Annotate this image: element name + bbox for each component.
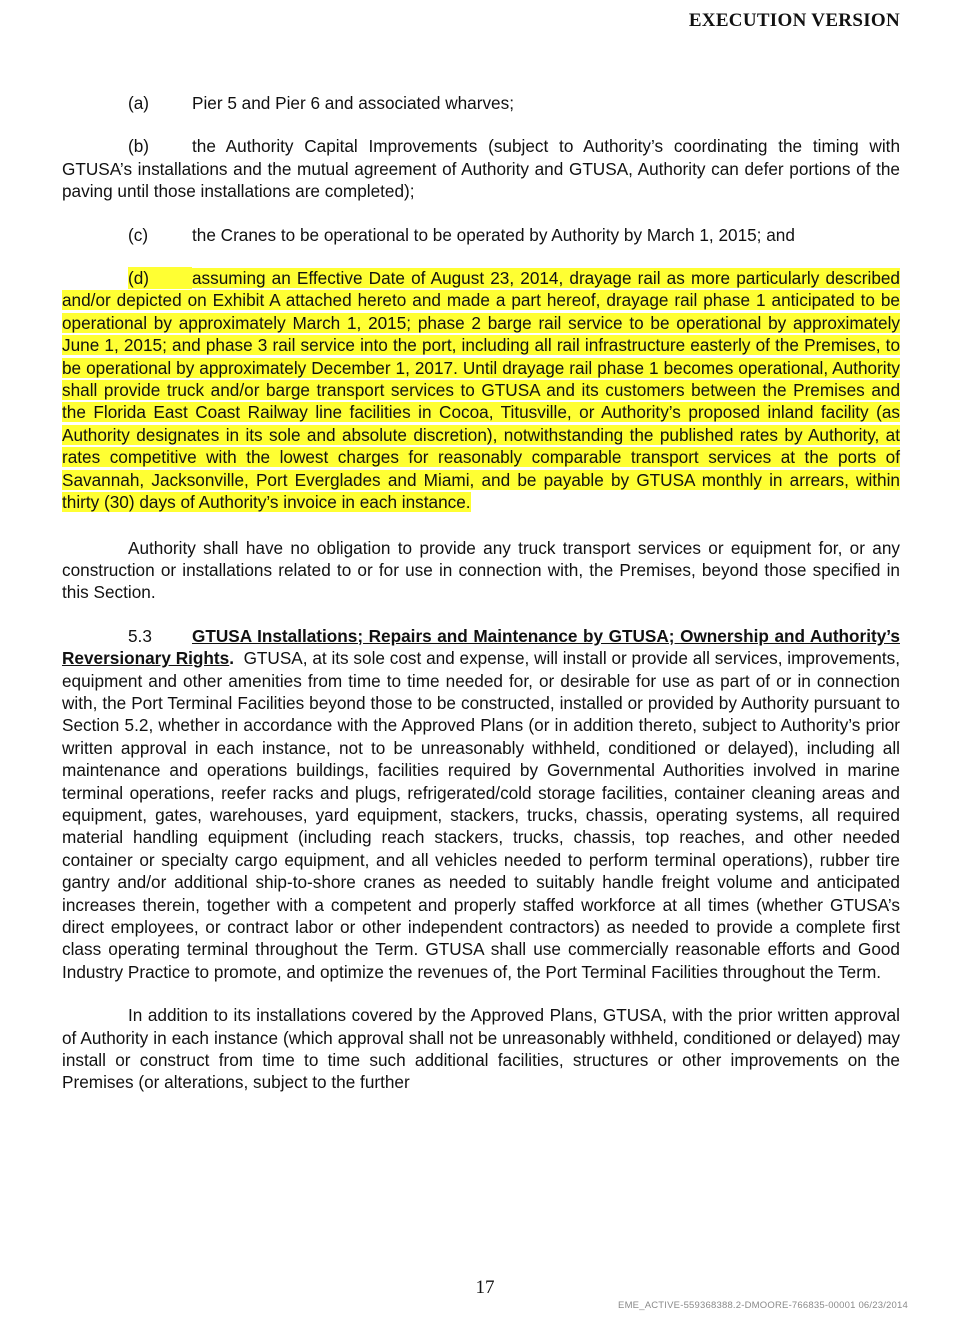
list-item-a [62, 92, 900, 114]
list-text-c: the Cranes to be operational to be operated by Authority by March 1, 2015; and [192, 224, 795, 245]
list-label-b: (b) [128, 136, 150, 157]
list-text-a: Pier 5 and Pier 6 and associated wharves; [192, 93, 514, 113]
list-item-d [62, 267, 900, 513]
authority-obligation-paragraph: Authority shall have no obligation to provide any truck transport services or equipment for, or any construction or installations related to or for use in connection with, the Premises, beyond those specified in this Section. [62, 537, 900, 603]
list-label-c: (c) [128, 224, 149, 245]
section-title: GTUSA Installations; Repairs and Maintenance by GTUSA; Ownership and Authority’s Reversionary Rights [62, 625, 900, 669]
document-body [62, 92, 900, 1094]
list-item-b [62, 135, 900, 202]
section-5-3 [62, 625, 900, 984]
document-footer-id: EME_ACTIVE-559368388.2-DMOORE-766835-00001 06/23/2014 [618, 1300, 908, 1311]
list-label-d: (d) [128, 267, 192, 289]
page-number: 17 [475, 1277, 495, 1298]
list-text-d-highlighted: assuming an Effective Date of August 23, 2014, drayage rail as more particularly described and/or depicted on Exhibit A attached hereto and made a part hereof, drayage rail phase 1 anticipated to be operational by approximately March 1, 2015; phase 2 barge rail service to be operational by approximately June 1, 2015; and phase 3 rail service into the port, including all rail infrastructure easterly of the Premises, to be operational by approximately December 1, 2017. Until drayage rail phase 1 becomes operational, Authority shall provide truck and/or barge transport services to GTUSA and its customers between the Premises and the Florida East Coast Railway line facilities in Cocoa, Titusville, or Authority’s proposed inland facility (as Authority designates in its sole and absolute discretion), notwithstanding the published rates by Authority, at rates competitive with the lowest charges for reasonably comparable transport services at the ports of Savannah, Jacksonville, Port Everglades and Miami, and be payable by GTUSA monthly in arrears, within thirty (30) days of Authority’s invoice in each instance. [62, 268, 900, 513]
execution-version-header: EXECUTION VERSION [688, 10, 900, 31]
section-body: GTUSA, at its sole cost and expense, will install or provide all services, improvements, equipment and other amenities from time to time needed for, or desirable for use as part of or in connection with, the Port Terminal Facilities beyond those to be constructed, installed or provided by Authority pursuant to Section 5.2, whether in accordance with the Approved Plans (or in addition thereto, subject to Authority’s prior written approval in each instance, not to be unreasonably withheld, conditioned or delayed), including all maintenance and operations buildings, facilities required by Governmental Authorities involved in marine terminal operations, reefer racks and plugs, refrigerated/cold storage facilities, container cleaning areas and equipment, gates, warehouses, yard equipment, stackers, trucks, chassis, operating systems, all required material handling equipment (including reach stackers, trucks, chassis, top reaches, and other needed container or specialty cargo equipment, and all vehicles needed to perform terminal operations), rubber tire gantry and/or additional ship-to-shore cranes as needed to suitably handle freight volume and anticipated increases therein, together with a competent and properly staffed workforce at all times (whether GTUSA’s direct employees, or contract labor or other independent contractors) as needed to provide a complete first class operating terminal throughout the Term. GTUSA shall use commercially reasonable efforts and Good Industry Practice to promote, and optimize the revenues of, the Port Terminal Facilities throughout the Term. [62, 648, 900, 982]
section-title-period: . [229, 648, 234, 669]
section-number: 5.3 [128, 625, 152, 646]
additional-installations-paragraph: In addition to its installations covered by the Approved Plans, GTUSA, with the prior written approval of Authority in each instance (which approval shall not be unreasonably withheld, conditioned or delayed) may install or construct from time to time such additional facilities, structures or other improvements on the Premises (or alterations, subject to the further [62, 1005, 900, 1093]
list-label-a: (a) [128, 93, 150, 113]
list-text-b: the Authority Capital Improvements (subject to Authority’s coordinating the timing with GTUSA’s installations and the mutual agreement of Authority and GTUSA, Authority can defer portions of the paving until those installations are completed); [62, 136, 900, 202]
list-item-c [62, 224, 900, 246]
